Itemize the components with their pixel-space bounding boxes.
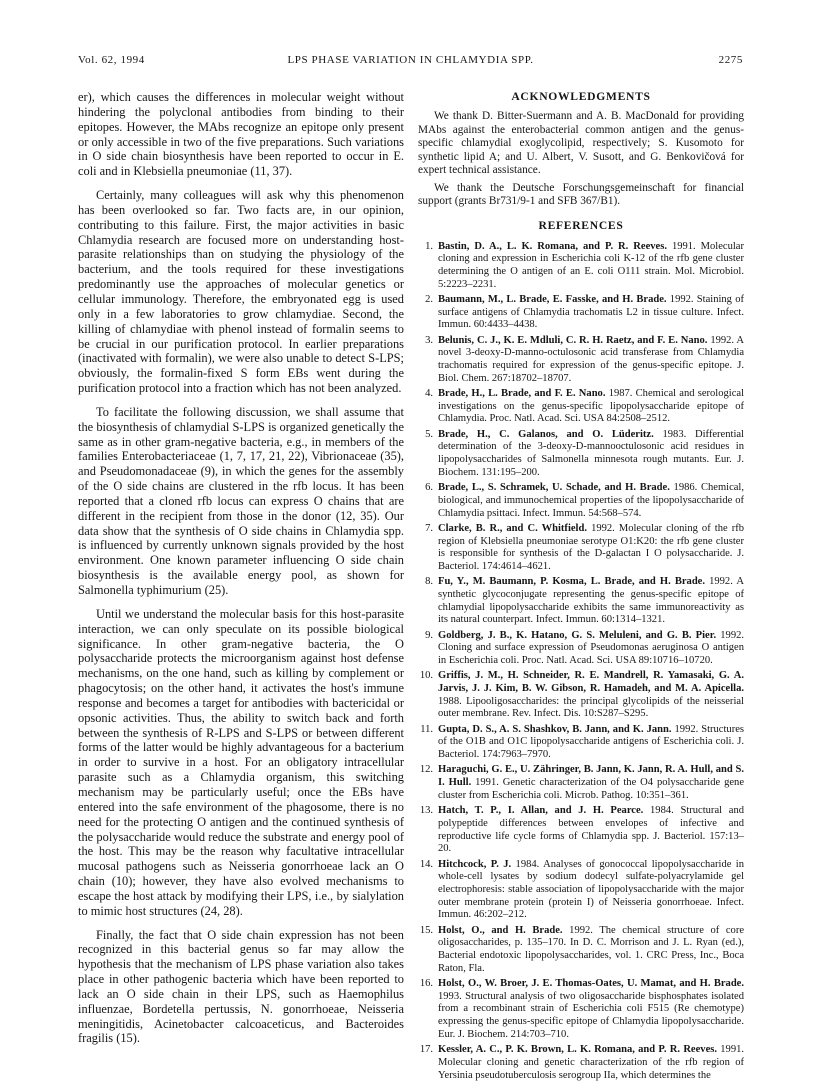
reference-authors: Fu, Y., M. Baumann, P. Kosma, L. Brade, and H. Brade. <box>438 576 705 588</box>
reference-item <box>418 576 744 627</box>
reference-number: 2. <box>425 293 433 305</box>
body-paragraph: Certainly, many colleagues will ask why this phenomenon has been overlooked so far. Two facts are, in our opinion, contributing to this failure. First, the major activities in basic Chlamydia research are focused more on understanding host-parasite relationships than on studying the physiology of the bacterium, and the tools required for these investigations predominantly use the approaches of molecular genetics or cellular immunology. Therefore, the embryonated egg is used only in a few laboratories to grow chlamydiae. Second, the killing of chlamydiae with phenol instead of formalin seems to be crucial in our purification protocol. In earlier preparations (inactivated with formalin), we were also unable to detect S-LPS; obviously, the formalin-fixed S form EBs went during the purification protocol into a fraction which has not been analyzed. <box>78 188 404 396</box>
reference-authors: Brade, H., C. Galanos, and O. Lüderitz. <box>438 428 654 440</box>
reference-item <box>418 523 744 574</box>
reference-number: 12. <box>419 764 433 776</box>
reference-item <box>418 241 744 292</box>
reference-number: 14. <box>419 858 433 870</box>
body-paragraph: Until we understand the molecular basis for this host-parasite interaction, we can only speculate on its possible biological significance. In other gram-negative bacteria, the O polysaccharide protects the microorganism against host defense mechanisms, on the one hand, such as killing by complement or phagocytosis; on the other hand, it activates the host's immune response and becomes a target for antibodies with bactericidal or opsonic activities. Thus, the ability to switch back and forth between the synthesis of R-LPS and S-LPS or between different forms of the latter would be highly advantageous for a bacterium in order to survive in a host. For an obligatory intracellular parasite such as a Chlamydia organism, this switching mechanism may be particularly useful; once the EBs have entered into the safe environment of the phagosome, there is no need for the protecting O antigen and the continued synthesis of the polysaccharide would reduce the substrate and energy pool of the host. This may be the reason why facultative intracellular mucosal pathogens such as Neisseria gonorrhoeae lack an O chain (10); however, they have also evolved mechanisms to escape the host attack by modifying their LPS, i.e., by sialylation to mimic host structures (24, 28). <box>78 606 404 918</box>
reference-item <box>418 724 744 762</box>
reference-text: 1993. Structural analysis of two oligosaccharide bisphosphates isolated from a recombinant strain of Escherichia coli F515 (Re chemotype) expressing the genus-specific epitope of Chlamydia lipopolysaccharide. Eur. J. Biochem. 214:703–710. <box>438 990 744 1040</box>
reference-number: 17. <box>419 1044 433 1056</box>
reference-item <box>418 978 744 1042</box>
reference-authors: Baumann, M., L. Brade, E. Fasske, and H. Brade. <box>438 293 667 305</box>
references-heading: REFERENCES <box>538 218 624 232</box>
reference-text: 1983. Differential determination of the 3-deoxy-D-mannooctulosonic acid residues in lipopolysaccharides of Salmonella minnesota rough mutants. Eur. J. Biochem. 131:195–200. <box>438 428 744 478</box>
acknowledgments-paragraph: We thank the Deutsche Forschungsgemeinschaft for financial support (grants Br731/9-1 and SFB 367/B1). <box>418 181 744 207</box>
reference-authors: Brade, L., S. Schramek, U. Schade, and H. Brade. <box>438 482 670 494</box>
reference-text: 1987. Chemical and serological investigations on the genus-specific lipopolysaccharide epitope of Chlamydia. Proc. Natl. Acad. Sci. USA 84:2508–2512. <box>438 388 745 425</box>
reference-text: 1992. Structures of the O1B and O1C lipopolysaccharide antigens of Escherichia coli. J. Bacteriol. 174:7963–7970. <box>438 723 744 761</box>
reference-authors: Bastin, D. A., L. K. Romana, and P. R. Reeves. <box>438 240 667 252</box>
reference-authors: Clarke, B. R., and C. Whitfield. <box>438 522 587 534</box>
reference-item <box>418 670 744 721</box>
reference-number: 5. <box>425 428 433 440</box>
reference-authors: Brade, H., L. Brade, and F. E. Nano. <box>438 388 606 400</box>
reference-text: 1988. Lipooligosaccharides: the principal glycolipids of the neisserial outer membrane. Rev. Infect. Dis. 10:S287–S295. <box>438 695 744 720</box>
reference-number: 1. <box>425 240 433 252</box>
page-number: 2275 <box>718 54 743 66</box>
reference-text: 1991. Genetic characterization of the O4 polysaccharide gene cluster from Escherichia coli. Microb. Pathog. 10:351–361. <box>438 777 744 801</box>
body-paragraph: To facilitate the following discussion, we shall assume that the biosynthesis of chlamydial S-LPS is organized genetically the same as in other gram-negative bacteria, e.g., in members of the families Enterobacteriaceae (1, 7, 17, 21, 22), Vibrionaceae (35), and Pseudomonadaceae (9), in which the genes for the assembly of the O side chains are clustered in the rfb locus. It has been reported that a cloned rfb locus can express O chains that are different in the recipient from those in the donor (12, 35). Our data show that the synthesis of O side chains in Chlamydia spp. is influenced by currently unknown signals provided by the host environment. One known parameter influencing O side chain biosynthesis is the available energy pool, as shown for Salmonella typhimurium (25). <box>78 404 404 597</box>
reference-authors: Holst, O., and H. Brade. <box>438 924 563 936</box>
body-paragraph: Finally, the fact that O side chain expression has not been recognized in this bacterial genus so far may allow the hypothesis that the mechanism of LPS phase variation also takes place in other pathogenic bacteria which have been reported to lack an O side chain in their LPS, such as Haemophilus influenzae, Bordetella pertussis, N. gonorrhoeae, Neisseria meningitidis, Acinetobacter calcoaceticus, and Bacteroides fragilis (15). <box>78 927 404 1046</box>
reference-number: 16. <box>419 978 433 990</box>
reference-number: 11. <box>420 723 433 735</box>
reference-item <box>418 482 744 520</box>
reference-text: 1986. Chemical, biological, and immunochemical properties of the lipopolysaccharide of Chlamydia psittaci. Infect. Immun. 54:568–574. <box>438 482 745 519</box>
reference-number: 13. <box>419 805 433 817</box>
reference-item <box>418 630 744 668</box>
reference-authors: Belunis, C. J., K. E. Mdluli, C. R. H. Raetz, and F. E. Nano. <box>438 334 708 346</box>
reference-item <box>418 388 744 426</box>
reference-text: 1991. Molecular cloning and genetic characterization of the rfb region of Yersinia pseudotuberculosis serogroup IIa, which determines the <box>438 1044 745 1081</box>
reference-authors: Gupta, D. S., A. S. Shashkov, B. Jann, and K. Jann. <box>438 723 672 735</box>
reference-text: 1992. The chemical structure of core oligosaccharides, p. 135–170. In D. C. Morrison and J. L. Ryan (ed.), Bacterial endotoxic lipopolysaccharides, vol. 1. CRC Press, Inc., Boca Raton, Fla. <box>438 924 745 974</box>
discussion-column <box>78 90 404 1046</box>
reference-list <box>418 241 744 1083</box>
reference-number: 9. <box>425 629 433 641</box>
reference-authors: Holst, O., W. Broer, J. E. Thomas-Oates, U. Mamat, and H. Brade. <box>438 978 744 990</box>
reference-text: 1992. A novel 3-deoxy-D-manno-octulosonic acid transferase from Chlamydia trachomatis required for expression of the genus-specific epitope. J. Biol. Chem. 267:18702–18707. <box>438 334 744 384</box>
reference-item <box>418 429 744 480</box>
reference-text: 1984. Structural and polypeptide differences between envelopes of infective and reproductive life cycle forms of Chlamydia spp. J. Bacteriol. 157:13–20. <box>438 805 744 855</box>
reference-item <box>418 1044 744 1082</box>
reference-authors: Griffis, J. M., H. Schneider, R. E. Mandrell, R. Yamasaki, G. A. Jarvis, J. J. Kim, B. W. Gibson, R. Hamadeh, and M. A. Apicella. <box>438 670 744 695</box>
volume-label: Vol. 62, 1994 <box>78 54 145 66</box>
reference-authors: Goldberg, J. B., K. Hatano, G. S. Meluleni, and G. B. Pier. <box>438 629 717 641</box>
reference-number: 7. <box>425 522 433 534</box>
reference-item <box>418 764 744 802</box>
acknowledgments-paragraph: We thank D. Bitter-Suermann and A. B. MacDonald for providing MAbs against the enterobacterial common antigen and the genus-specific chlamydial exoglycolipid, respectively; S. Kusomoto for synthetic lipid A; and U. Albert, V. Susott, and G. Benkovičová for expert technical assistance. <box>418 110 744 176</box>
running-header <box>78 54 743 72</box>
running-title: LPS PHASE VARIATION IN CHLAMYDIA SPP. <box>287 54 534 66</box>
reference-text: 1992. Molecular cloning of the rfb region of Klebsiella pneumoniae serotype O1:K20: the rfb gene cluster is responsible for synthesis of the D-galactan I O polysaccharide. J. Bacteriol. 174:4614–4621. <box>438 522 745 572</box>
body-paragraph: er), which causes the differences in molecular weight without hindering the polyclonal antibodies from binding to their epitopes. However, the MAbs recognize an epitope only present or only accessible in two of the five preparations. Such variations in O side chain biosynthesis have been reported to occur in E. coli and in Klebsiella pneumoniae (11, 37). <box>78 90 404 179</box>
reference-item <box>418 335 744 386</box>
reference-text: 1991. Molecular cloning and expression in Escherichia coli K-12 of the rfb gene cluster determining the O antigen of an E. coli O111 strain. Mol. Microbiol. 5:2223–2231. <box>438 240 744 290</box>
reference-authors: Kessler, A. C., P. K. Brown, L. K. Romana, and P. R. Reeves. <box>438 1044 717 1056</box>
reference-number: 15. <box>419 924 433 936</box>
reference-number: 3. <box>425 334 433 346</box>
reference-number: 6. <box>425 482 433 494</box>
back-matter-column <box>418 90 744 1085</box>
reference-text: 1992. Cloning and surface expression of Pseudomonas aeruginosa O antigen in Escherichia coli. Proc. Natl. Acad. Sci. USA 89:10716–10720. <box>438 629 744 667</box>
reference-number: 8. <box>425 576 433 588</box>
reference-item <box>418 805 744 856</box>
reference-text: 1992. Staining of surface antigens of Chlamydia trachomatis L2 in tissue culture. Infect. Immun. 60:4433–4438. <box>438 293 744 331</box>
reference-authors: Hitchcock, P. J. <box>438 858 512 870</box>
reference-item <box>418 294 744 332</box>
reference-number: 4. <box>425 388 433 400</box>
reference-authors: Haraguchi, G. E., U. Zähringer, B. Jann, K. Jann, R. A. Hull, and S. I. Hull. <box>438 764 744 789</box>
reference-item <box>418 859 744 923</box>
reference-authors: Hatch, T. P., I. Allan, and J. H. Pearce. <box>438 805 644 817</box>
reference-text: 1984. Analyses of gonococcal lipopolysaccharide in whole-cell lysates by sodium dodecyl sulfate-polyacrylamide gel electrophoresis: stable association of lipopolysaccharide with the major outer membrane protein (protein I) of Neisseria gonorrhoeae. Infect. Immun. 46:202–212. <box>438 858 744 921</box>
reference-number: 10. <box>419 670 433 682</box>
reference-item <box>418 925 744 976</box>
reference-text: 1992. A synthetic glycoconjugate representing the genus-specific epitope of chlamydial lipopolysaccharide exhibits the same immunoreactivity as its natural counterpart. Infect. Immun. 60:1314–1321. <box>438 576 744 626</box>
acknowledgments-heading: ACKNOWLEDGMENTS <box>511 90 651 103</box>
